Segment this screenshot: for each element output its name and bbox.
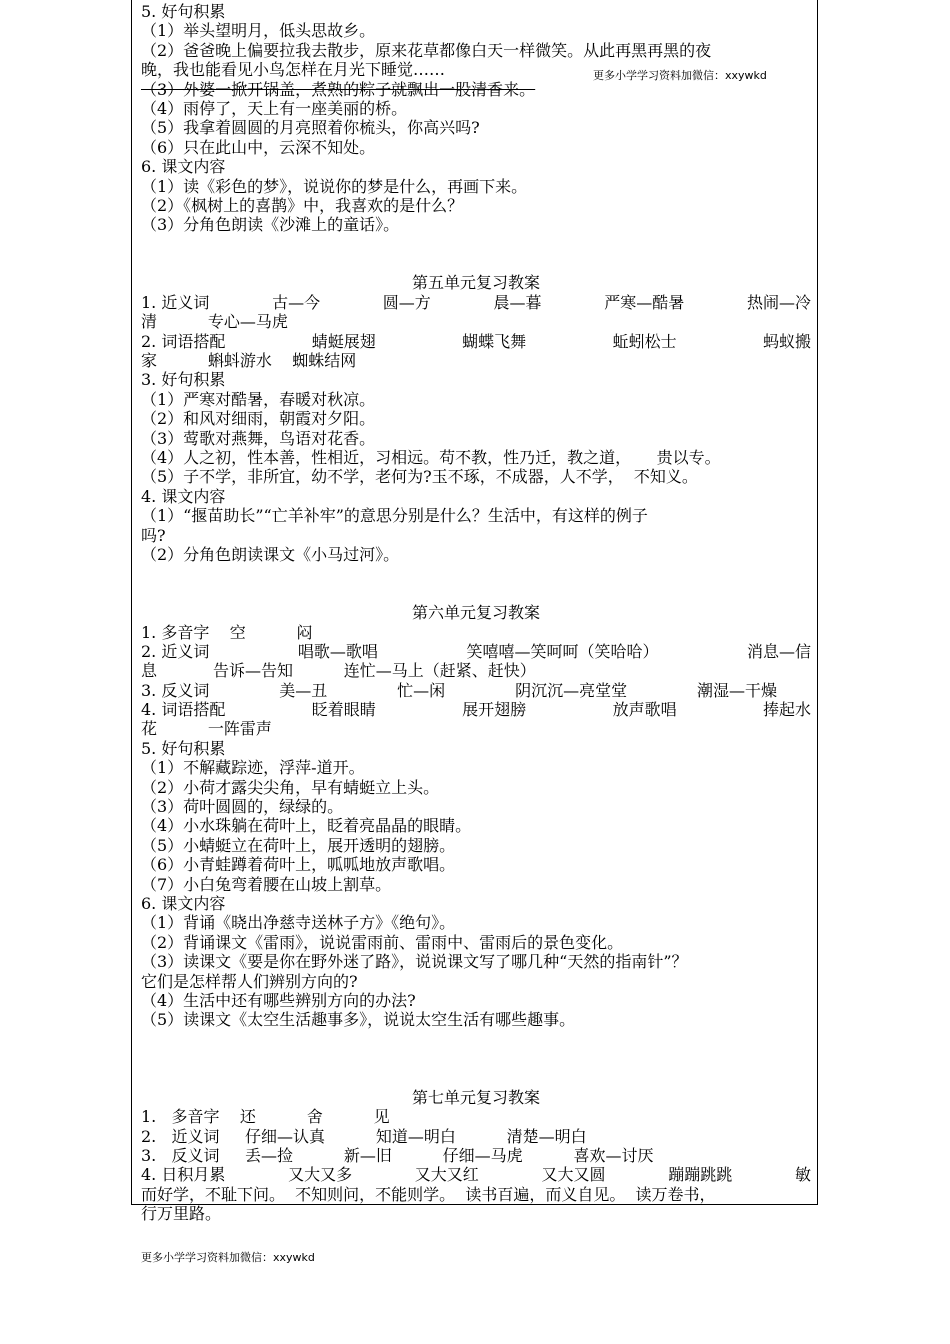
sentence-item: （2）爸爸晚上偏要拉我去散步，原来花草都像白天一样微笑。从此再黑再黑的夜 (141, 40, 712, 60)
daily-accumulation-cont: 行万里路。 (141, 1204, 222, 1224)
watermark-note: 更多小学学习资料加微信：xxywkd (593, 69, 767, 82)
word-pair: 唱歌—歌唱 (297, 641, 378, 661)
content-item: （1）读《彩色的梦》，说说你的梦是什么，再画下来。 (141, 176, 528, 196)
heading-text-content: 4. 课文内容 (141, 486, 226, 506)
daily-accumulation-label: 4. 日积月累 (141, 1165, 226, 1185)
collocation-row-cont: 家 蝌蚪游水 蜘蛛结网 (141, 351, 357, 371)
phrase-item: 又大又多 (288, 1165, 353, 1185)
content-item: （3）分角色朗读《沙滩上的童话》。 (141, 215, 400, 235)
content-item: （2）分角色朗读课文《小马过河》。 (141, 544, 400, 564)
word-pair: 晨—暮 (493, 292, 542, 312)
sentence-item: （1）不解藏踪迹，浮萍-道开。 (141, 758, 365, 778)
collocation-item: 蜻蜓展翅 (311, 331, 376, 351)
phrase-item: 敏 (794, 1165, 811, 1185)
polyphone-row: 1. 多音字 空 闷 (141, 622, 313, 642)
heading-good-sentences: 5. 好句积累 (141, 2, 226, 21)
sentence-item: （5）我拿着圆圆的月亮照着你梳头，你高兴吗? (141, 118, 480, 138)
phrase-item: 又大又圆 (541, 1165, 606, 1185)
synonyms-label: 1. 近义词 (141, 292, 210, 312)
sentence-item: （1）举头望明月，低头思故乡。 (141, 21, 376, 41)
unit7-title: 第七单元复习教案 (411, 1087, 540, 1107)
sentence-item: （4）雨停了，天上有一座美丽的桥。 (141, 98, 408, 118)
synonyms-row: 2. 近义词 仔细—认真 知道—明白 清楚—明白 (141, 1126, 587, 1146)
sentence-item: （4）小水珠躺在荷叶上，眨着亮晶晶的眼睛。 (141, 816, 472, 836)
sentence-item: （2）小荷才露尖尖角，早有蜻蜓立上头。 (141, 777, 440, 797)
word-pair: 消息—信 (746, 641, 811, 661)
word-pair: 热闹—冷 (746, 292, 811, 312)
collocation-label: 2. 词语搭配 (141, 331, 226, 351)
sentence-item: （3）荷叶圆圆的，绿绿的。 (141, 797, 344, 817)
content-item-cont: 它们是怎样帮人们辨别方向的? (141, 971, 358, 991)
content-item: （2）《枫树上的喜鹊》中，我喜欢的是什么？ (141, 195, 464, 215)
collocation-item: 蝴蝶飞舞 (462, 331, 527, 351)
word-pair: 笑嘻嘻—笑呵呵（笑哈哈） (466, 641, 659, 661)
sentence-item: （1）严寒对酷暑，春暖对秋凉。 (141, 389, 376, 409)
synonyms-row (141, 642, 811, 661)
collocation-row (141, 700, 811, 719)
sentence-item: （3）外婆一掀开锅盖，煮熟的粽子就飘出一股清香来。 (141, 79, 536, 99)
antonyms-row (141, 681, 811, 700)
content-item: （5）读课文《太空生活趣事多》，说说太空生活有哪些趣事。 (141, 1010, 576, 1030)
content-item: （4）生活中还有哪些辨别方向的办法? (141, 990, 416, 1010)
sentence-item: （5）子不学，非所宜，幼不学，老何为?玉不琢，不成器，人不学， 不知义。 (141, 467, 698, 487)
sentence-item: （3）莺歌对燕舞，鸟语对花香。 (141, 428, 376, 448)
synonyms-row-cont: 息 告诉—告知 连忙—马上（赶紧、赶快） (141, 661, 536, 681)
collocation-item: 蚂蚁搬 (762, 331, 811, 351)
sentence-item: （6）小青蛙蹲着荷叶上，呱呱地放声歌唱。 (141, 855, 456, 875)
phrase-item: 又大又红 (414, 1165, 479, 1185)
document-content (141, 2, 811, 1224)
antonyms-label: 3. 反义词 (141, 680, 210, 700)
word-pair: 古—今 (272, 292, 321, 312)
sentence-item-cont: 晚，我也能看见小鸟怎样在月光下睡觉…… (141, 60, 446, 80)
sentence-item: （4）人之初，性本善，性相近，习相远。苟不教，性乃迁，教之道， 贵以专。 (141, 447, 721, 467)
heading-text-content: 6. 课文内容 (141, 893, 226, 913)
content-item-cont: 吗? (141, 525, 166, 545)
unit5-title: 第五单元复习教案 (411, 273, 540, 293)
heading-text-content: 6. 课文内容 (141, 157, 226, 177)
collocation-item: 捧起水 (762, 700, 811, 720)
phrase-item: 蹦蹦跳跳 (668, 1165, 733, 1185)
sentence-item: （6）只在此山中，云深不知处。 (141, 137, 376, 157)
collocation-label: 4. 词语搭配 (141, 700, 226, 720)
sentence-item: （7）小白兔弯着腰在山坡上割草。 (141, 874, 392, 894)
collocation-row-cont: 花 一阵雷声 (141, 719, 272, 739)
word-pair: 圆—方 (382, 292, 431, 312)
word-pair: 严寒—酷暑 (604, 292, 685, 312)
unit6-title: 第六单元复习教案 (411, 603, 540, 623)
collocation-item: 眨着眼睛 (311, 700, 376, 720)
content-item: （1）“揠苗助长”“亡羊补牢”的意思分别是什么？生活中，有这样的例子 (141, 506, 648, 526)
sentence-item: （5）小蜻蜓立在荷叶上，展开透明的翅膀。 (141, 835, 456, 855)
collocation-item: 展开翅膀 (462, 700, 527, 720)
footer-note: 更多小学学习资料加微信：xxywkd (141, 1251, 315, 1264)
daily-accumulation-cont: 而好学，不耻下问。 不知则问，不能则学。 读书百遍，而义自见。 读万卷书， (141, 1184, 716, 1204)
polyphone-row: 1. 多音字 还 舍 见 (141, 1107, 390, 1127)
synonyms-row-cont: 清 专心—马虎 (141, 312, 288, 332)
word-pair: 阴沉沉—亮堂堂 (515, 680, 628, 700)
content-item: （2）背诵课文《雷雨》，说说雷雨前、雷雨中、雷雨后的景色变化。 (141, 932, 624, 952)
sentence-item: （2）和风对细雨，朝霞对夕阳。 (141, 409, 376, 429)
content-item: （3）读课文《要是你在野外迷了路》，说说课文写了哪几种“天然的指南针”？ (141, 952, 688, 972)
synonyms-label: 2. 近义词 (141, 641, 210, 661)
word-pair: 忙—闲 (397, 680, 446, 700)
word-pair: 潮湿—干燥 (696, 680, 777, 700)
content-item: （1）背诵《晓出净慈寺送林子方》《绝句》。 (141, 913, 456, 933)
word-pair: 美—丑 (279, 680, 328, 700)
heading-good-sentences: 5. 好句积累 (141, 738, 226, 758)
collocation-item: 放声歌唱 (612, 700, 677, 720)
synonyms-row (141, 293, 811, 312)
heading-good-sentences: 3. 好句积累 (141, 370, 226, 390)
daily-accumulation-row (141, 1165, 811, 1184)
collocation-row (141, 332, 811, 351)
collocation-item: 蚯蚓松士 (612, 331, 677, 351)
antonyms-row: 3. 反义词 丢—捡 新—旧 仔细—马虎 喜欢—讨厌 (141, 1146, 654, 1166)
